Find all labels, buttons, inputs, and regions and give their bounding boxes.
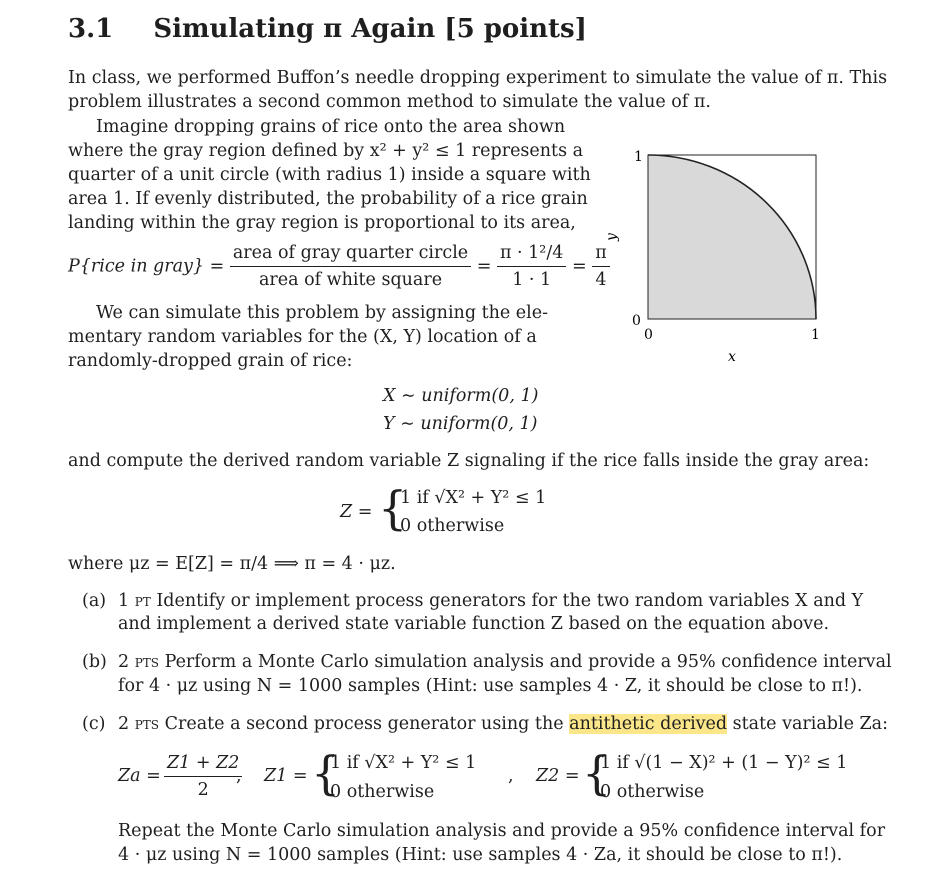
frac-pi-num: π · 1²/4 [497,242,566,267]
z1-case-2: 0 otherwise [330,782,435,802]
para3-line-1: We can simulate this problem by assigning the ele- [96,303,549,323]
za-comma: , [236,766,242,786]
dist-y: Y ∼ uniform(0, 1) [383,414,538,434]
para2-line-4: area 1. If evenly distributed, the probability of a rice grain [68,189,588,209]
part-a-label: (a) [82,591,107,611]
part-a-text: Identify or implement process generators for the two random variables X and Y [156,591,864,611]
quarter-circle-figure [590,135,850,375]
prob-eq-1: = [476,256,492,277]
za-fraction [164,752,242,801]
frac-area-den: area of white square [258,270,443,290]
part-b-points: 2 pts [118,652,159,672]
y-tick-bottom: 0 [632,313,641,329]
fraction-pi-expr [497,242,566,291]
part-c-text-post: state variable Za: [727,714,888,734]
antithetic-highlight: antithetic derived [569,714,728,734]
intro-line-1: In class, we performed Buffon’s needle dropping experiment to simulate the value of π. This [68,68,888,88]
part-c-line-1 [118,712,888,736]
probability-equation [68,242,610,291]
para2-line-1: Imagine dropping grains of rice onto the area shown [96,117,566,137]
section-number: 3.1 [68,14,114,44]
part-b-label: (b) [82,652,107,672]
part-b-text: Perform a Monte Carlo simulation analysis and provide a 95% confidence interval [164,652,892,672]
prob-eq-2: = [571,256,587,277]
para3-line-3: randomly-dropped grain of rice: [68,351,353,371]
za-num: Z1 + Z2 [164,752,242,777]
part-b-line-2: for 4 · μz using N = 1000 samples (Hint: use samples 4 · Z, it should be close to π!). [118,676,863,696]
z-case-2: 0 otherwise [400,516,505,536]
para3-line-2: mentary random variables for the (X, Y) location of a [68,327,537,347]
z-case-1: 1 if √X² + Y² ≤ 1 [400,488,547,508]
za-lhs: Za = [118,766,161,786]
za-den: 2 [197,780,209,800]
intro-line-2: problem illustrates a second common method to simulate the value of π. [68,92,711,112]
part-a-line-1 [118,589,863,613]
frac-pi-den: 1 · 1 [512,270,552,290]
z2-lhs: Z2 = [536,766,580,786]
derived-variable-text: and compute the derived random variable Z signaling if the rice falls inside the gray area: [68,451,870,471]
para2-line-2: where the gray region defined by x² + y² ≤ 1 represents a [68,141,584,161]
part-c-repeat-line-1: Repeat the Monte Carlo simulation analysis and provide a 95% confidence interval for [118,821,886,841]
x-axis-label: x [728,349,736,365]
part-a-points: 1 pt [118,591,151,611]
za-frac [164,752,242,801]
frac-pi4-num: π [592,242,610,267]
x-tick-right: 1 [811,327,820,343]
part-b-line-1 [118,650,892,674]
prob-lhs: P{rice in gray} = [68,256,225,277]
z2-brace: { [582,746,612,800]
z1-case-1: 1 if √X² + Y² ≤ 1 [330,753,477,773]
y-axis-label: y [604,233,620,241]
part-c-text-pre: Create a second process generator using the [164,714,570,734]
frac-area-num: area of gray quarter circle [230,242,471,267]
section-heading [68,14,587,44]
frac-pi4-den: 4 [595,270,607,290]
part-a-line-2: and implement a derived state variable function Z based on the equation above. [118,614,830,634]
section-title: Simulating π Again [5 points] [153,14,587,44]
z1-lhs: Z1 = [264,766,308,786]
z1-comma: , [508,766,514,786]
z1-brace: { [311,746,341,800]
part-c-label: (c) [82,714,106,734]
dist-x: X ∼ uniform(0, 1) [383,386,539,406]
y-tick-top: 1 [634,149,643,165]
x-tick-left: 0 [644,327,653,343]
part-c-points: 2 pts [118,714,159,734]
fraction-area [230,242,471,291]
where-line: where μz = E[Z] = π/4 ⟹ π = 4 · μz. [68,554,396,574]
para2-line-3: quarter of a unit circle (with radius 1) inside a square with [68,165,591,185]
z2-case-2: 0 otherwise [600,782,705,802]
part-c-repeat-line-2: 4 · μz using N = 1000 samples (Hint: use samples 4 · Za, it should be close to π!). [118,845,843,865]
para2-line-5: landing within the gray region is proportional to its area, [68,213,576,233]
z-brace: { [378,481,408,535]
z-lhs: Z = [340,502,373,522]
z2-case-1: 1 if √(1 − X)² + (1 − Y)² ≤ 1 [600,753,848,773]
